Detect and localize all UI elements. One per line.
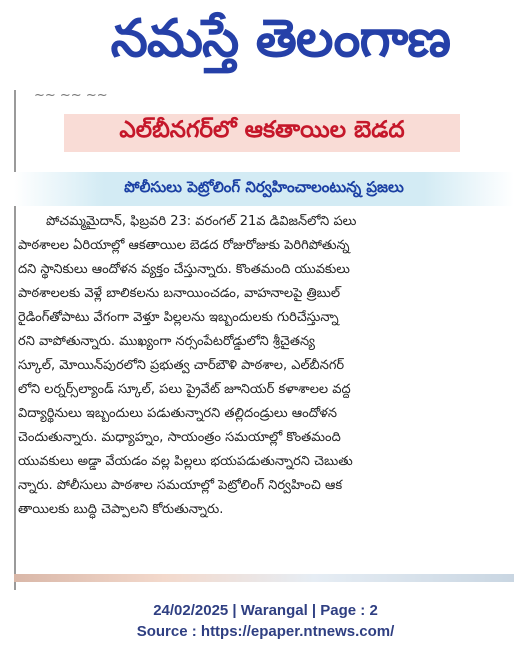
article-headline: ఎల్‌బీనగర్‌లో ఆకతాయిల బెడద bbox=[119, 117, 405, 143]
article-line: యువకులు అడ్డా వేయడం వల్ల పిల్లలు భయపడుతున్నారని చెబుతు bbox=[18, 454, 353, 469]
article-line: పోచమ్మమైదాన్, ఫిబ్రవరి 23: వరంగల్ 21వ డివిజన్‌లోని పలు bbox=[46, 214, 357, 229]
clipping-left-border bbox=[14, 90, 16, 590]
article-subheadline: పోలీసులు పెట్రోలింగ్ నిర్వహించాలంటున్న ప్రజలు bbox=[124, 178, 404, 196]
source-footer bbox=[0, 600, 531, 642]
article-line: స్కూల్, మోయిన్‌పురలోని ప్రభుత్వ చార్‌బౌళి పాఠశాల, ఎల్‌బీనగర్ bbox=[18, 358, 345, 373]
article-line: న్నారు. పోలీసులు పాఠశాల సమయాల్లో పెట్రోలింగ్ నిర్వహించి ఆక bbox=[18, 478, 343, 493]
clipping-bottom-edge bbox=[14, 574, 514, 582]
headline-banner bbox=[64, 114, 460, 152]
article-line: దని స్థానికులు ఆందోళన వ్యక్తం చేస్తున్నారు. కొంతమంది యువకులు bbox=[18, 262, 350, 277]
article-line: లోని లర్నర్స్‌ల్యాండ్ స్కూల్, పలు ప్రైవేట్ జూనియర్ కళాశాలల వద్ద bbox=[18, 382, 351, 397]
article-line: చెందుతున్నారు. మధ్యాహ్నం, సాయంత్రం సమయాల్లో కొంతమంది bbox=[18, 430, 341, 445]
masthead-title: నమస్తే తెలంగాణ bbox=[110, 8, 450, 69]
article-line: రైడింగ్‌తోపాటు వేగంగా వెళ్తూ పిల్లలను ఇబ్బందులకు గురిచేస్తున్నా bbox=[18, 310, 339, 325]
article-body bbox=[18, 210, 510, 522]
footer-date-edition: 24/02/2025 | Warangal | Page : 2 bbox=[153, 602, 378, 619]
article-line: పాఠశాలల ఏరియాల్లో ఆకతాయిల బెడద రోజురోజుకు పెరిగిపోతున్న bbox=[18, 238, 350, 253]
article-line: రని వాపోతున్నారు. ముఖ్యంగా నర్సంపేటరోడ్డులోని శ్రీచైతన్య bbox=[18, 334, 315, 349]
article-line: విద్యార్థినులు ఇబ్బందులు పడుతున్నారని తల్లిదండ్రులు ఆందోళన bbox=[18, 406, 338, 421]
partial-cut-text: ~~ ~~ ~~ bbox=[34, 90, 108, 103]
article-line: పాఠశాలలకు వెళ్లే బాలికలను బనాయించడం, వాహనాలపై త్రిబుల్ bbox=[18, 286, 341, 301]
subheadline-banner bbox=[14, 172, 514, 206]
news-clipping bbox=[14, 90, 514, 590]
footer-source-url: Source : https://epaper.ntnews.com/ bbox=[136, 623, 395, 640]
newspaper-masthead bbox=[70, 6, 490, 84]
article-line: తాయిలకు బుద్ధి చెప్పాలని కోరుతున్నారు. bbox=[18, 502, 224, 517]
